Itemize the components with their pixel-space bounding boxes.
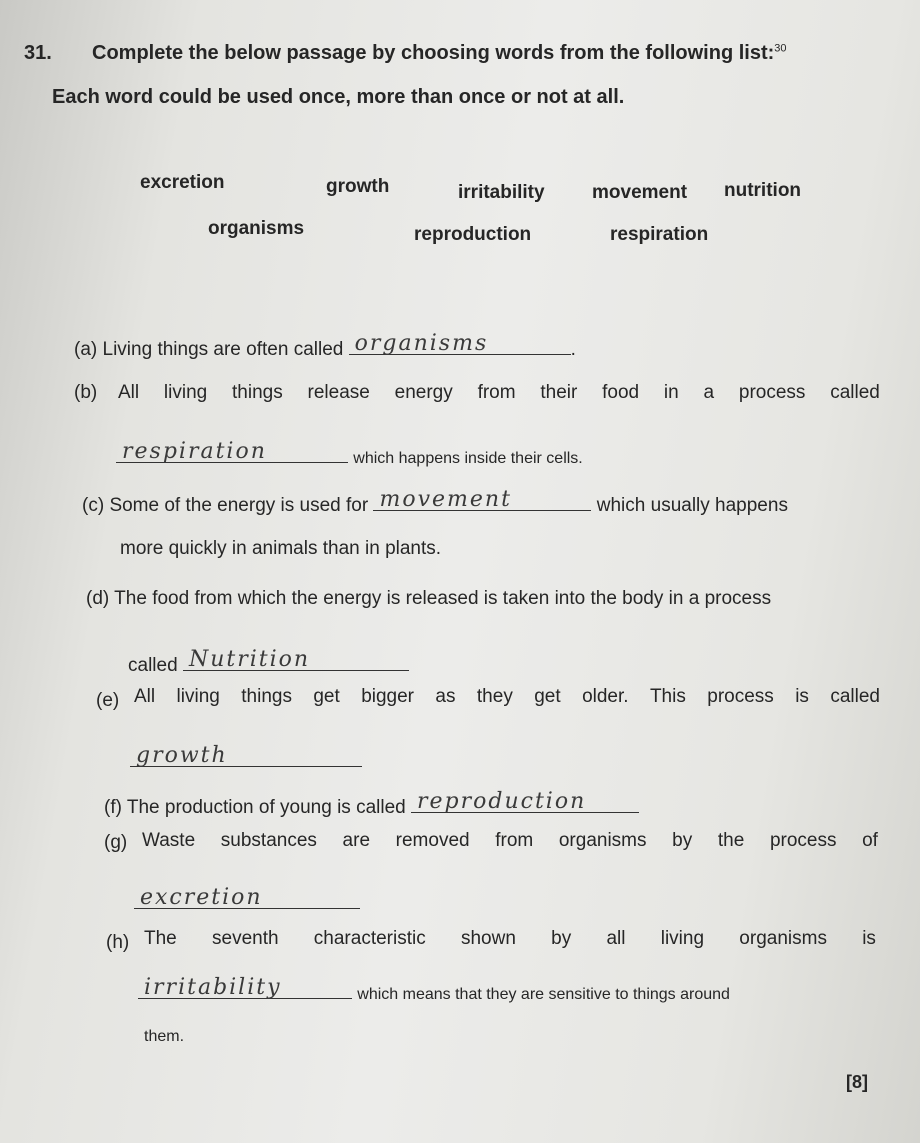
word-organisms: organisms	[208, 218, 305, 239]
word: things	[232, 382, 283, 403]
total-marks: [8]	[846, 1072, 868, 1092]
item-d-text: The food from which the energy is released is taken into the body in a process	[114, 588, 772, 609]
word: they	[476, 686, 513, 707]
item-g-line-1	[142, 830, 878, 852]
item-e-line-1	[134, 686, 880, 708]
item-d-answer-blank[interactable]	[183, 648, 409, 671]
item-c-text: Some of the energy is used for	[109, 495, 369, 516]
word-irritability: irritability	[458, 182, 545, 203]
question-number: 31.	[24, 42, 52, 64]
item-d	[86, 588, 771, 610]
word: Waste	[142, 830, 196, 851]
word: all	[606, 928, 626, 949]
item-h-after: which means that they are sensitive to things around	[357, 986, 730, 1003]
word: as	[435, 686, 456, 707]
word-movement: movement	[592, 182, 688, 203]
item-g-answer: excretion	[140, 885, 263, 910]
item-c-line-2: more quickly in animals than in plants.	[120, 538, 442, 559]
item-d-label: (d)	[86, 588, 110, 609]
word: things	[241, 686, 292, 707]
item-a-answer: organisms	[354, 331, 489, 356]
item-h-line-1	[144, 928, 876, 950]
word: removed	[395, 830, 470, 851]
item-d-line-2	[128, 648, 409, 677]
word: get	[534, 686, 561, 707]
item-h-line-3: them.	[144, 1028, 185, 1045]
item-h-answer-blank[interactable]	[138, 976, 352, 999]
item-h-answer: irritability	[144, 975, 282, 1000]
item-g-line-2	[134, 886, 360, 915]
word-respiration: respiration	[610, 224, 709, 245]
word-reproduction: reproduction	[414, 224, 532, 245]
item-g-answer-blank[interactable]	[134, 886, 360, 909]
item-e-answer-blank[interactable]	[130, 744, 362, 767]
item-b-after: which happens inside their cells.	[353, 450, 583, 467]
word: of	[862, 830, 878, 851]
item-b-line-1	[118, 382, 880, 404]
word: from	[495, 830, 534, 851]
word: All	[118, 382, 140, 403]
word: older.	[582, 686, 629, 707]
item-e-line-2	[130, 744, 362, 773]
item-h-line-2	[138, 976, 730, 1005]
word: process	[707, 686, 774, 707]
word: from	[477, 382, 516, 403]
instruction-text: Complete the below passage by choosing words from the following list:	[92, 42, 775, 64]
word: living	[163, 382, 208, 403]
word: the	[717, 830, 745, 851]
item-c-answer: movement	[379, 487, 512, 512]
word: by	[551, 928, 572, 949]
word: process	[738, 382, 806, 403]
word-nutrition: nutrition	[724, 180, 802, 201]
item-a-text: Living things are often called	[102, 339, 344, 360]
word: All	[134, 686, 156, 707]
word: The	[144, 928, 177, 949]
word: living	[176, 686, 220, 707]
item-f-text: The production of young is called	[126, 797, 406, 818]
word: process	[769, 830, 837, 851]
item-b-answer-blank[interactable]	[116, 440, 348, 463]
word: food	[602, 382, 640, 403]
word: shown	[460, 928, 516, 949]
item-c	[82, 488, 788, 517]
item-a-answer-blank[interactable]	[349, 332, 571, 355]
word: by	[672, 830, 693, 851]
word: a	[703, 382, 715, 403]
word: their	[540, 382, 578, 403]
item-f-answer-blank[interactable]	[411, 790, 639, 813]
item-d-answer: Nutrition	[188, 647, 311, 672]
word: energy	[394, 382, 453, 403]
word: called	[830, 686, 880, 707]
word: is	[862, 928, 876, 949]
item-b-label: (b)	[74, 382, 98, 403]
word: living	[660, 928, 705, 949]
word: get	[313, 686, 340, 707]
item-g-label: (g)	[104, 832, 128, 853]
item-a-label: (a)	[74, 339, 98, 360]
word: is	[795, 686, 809, 707]
word: organisms	[739, 928, 827, 949]
word: characteristic	[313, 928, 426, 949]
item-f-answer: reproduction	[417, 789, 587, 814]
word: This	[649, 686, 686, 707]
item-e-label: (e)	[96, 690, 120, 711]
marks-superscript: 30	[774, 42, 787, 55]
item-c-answer-blank[interactable]	[373, 488, 591, 511]
word: are	[342, 830, 371, 851]
word-growth: growth	[326, 176, 390, 197]
instruction-line-2: Each word could be used once, more than once or not at all.	[52, 86, 625, 108]
item-e-answer: growth	[136, 743, 228, 768]
word-excretion: excretion	[140, 172, 225, 193]
item-b-answer: respiration	[122, 439, 267, 464]
word: in	[663, 382, 679, 403]
item-f	[104, 790, 639, 819]
item-c-label: (c)	[82, 495, 105, 516]
item-a-after: .	[570, 339, 576, 360]
item-b-line-2	[116, 440, 583, 469]
item-f-label: (f)	[104, 797, 122, 818]
word: substances	[220, 830, 317, 851]
item-h-label: (h)	[106, 932, 130, 953]
word: called	[830, 382, 880, 403]
word: seventh	[212, 928, 279, 949]
item-c-after: which usually happens	[596, 495, 788, 516]
word: bigger	[361, 686, 415, 707]
item-a	[74, 332, 576, 361]
instruction-line-1	[92, 42, 787, 65]
word: release	[307, 382, 370, 403]
item-d-called: called	[128, 655, 178, 676]
word: organisms	[558, 830, 647, 851]
